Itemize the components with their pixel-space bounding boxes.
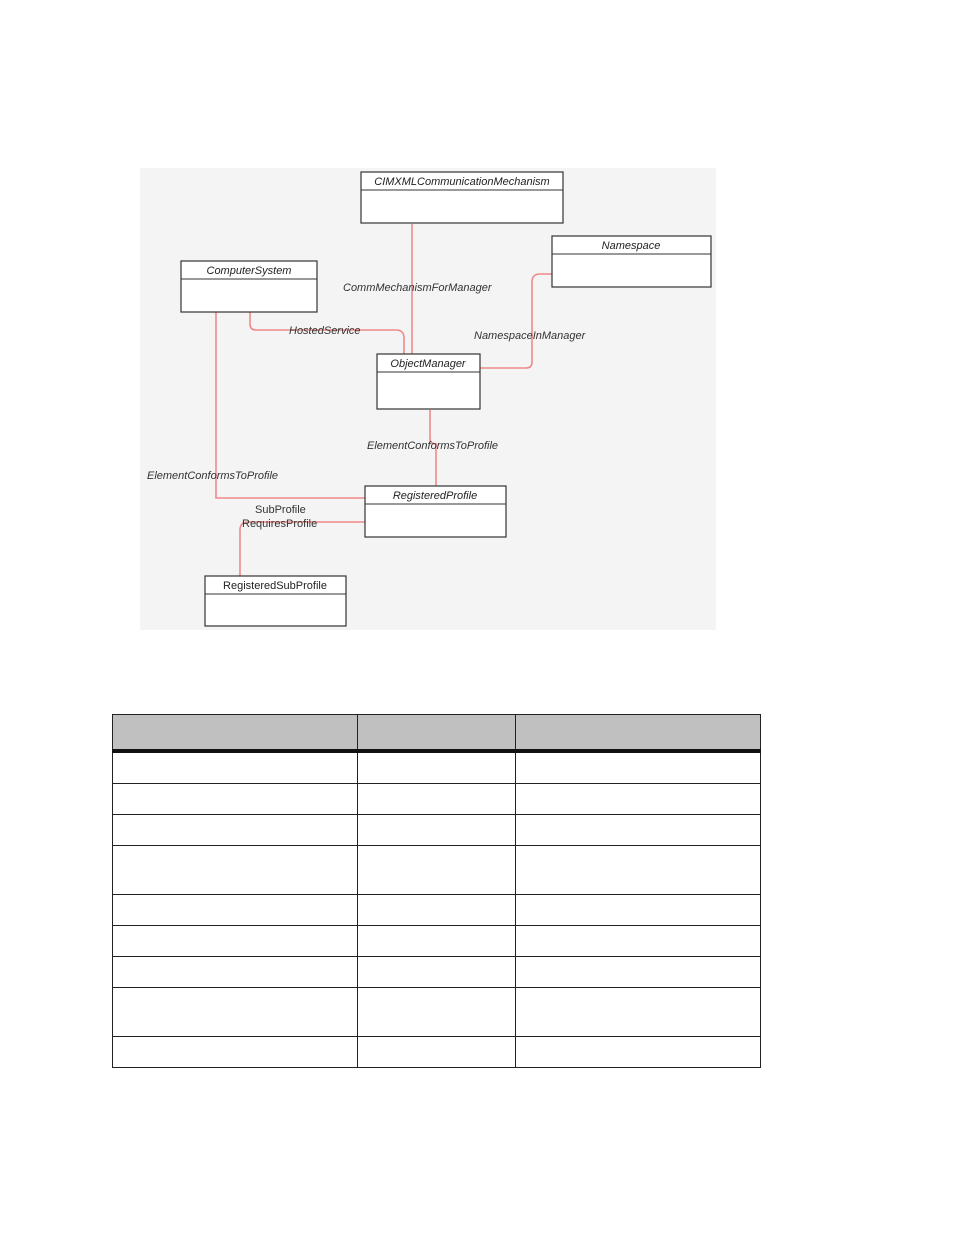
table-cell xyxy=(358,751,516,784)
class-diagram xyxy=(140,168,716,630)
table-cell xyxy=(358,957,516,988)
table-cell xyxy=(516,988,761,1037)
class-box-object-manager xyxy=(377,354,480,409)
table-cell xyxy=(358,815,516,846)
assoc-label-requires-profile: RequiresProfile xyxy=(242,518,318,530)
table-cell xyxy=(516,1037,761,1068)
class-name-namespace: Namespace xyxy=(601,240,661,252)
table-row xyxy=(113,926,761,957)
table-cell xyxy=(113,895,358,926)
assoc-label-element-conforms-cs: ElementConformsToProfile xyxy=(147,470,279,482)
table-cell xyxy=(516,815,761,846)
table-cell xyxy=(516,957,761,988)
class-diagram-svg xyxy=(140,168,716,630)
table-cell xyxy=(113,784,358,815)
class-box-registered-subprofile xyxy=(205,576,346,626)
class-box-computer-system xyxy=(181,261,317,312)
table-cell xyxy=(516,895,761,926)
profile-table xyxy=(112,714,761,1068)
table-cell xyxy=(358,988,516,1037)
table-cell xyxy=(358,1037,516,1068)
table-header-cell xyxy=(516,715,761,752)
table-row xyxy=(113,1037,761,1068)
table-row xyxy=(113,784,761,815)
class-name-registered-profile: RegisteredProfile xyxy=(392,490,478,502)
assoc-label-subprofile: SubProfile xyxy=(255,504,306,516)
table-cell xyxy=(358,784,516,815)
table-row xyxy=(113,815,761,846)
table-cell xyxy=(113,1037,358,1068)
table-row xyxy=(113,846,761,895)
table-cell xyxy=(113,926,358,957)
table-cell xyxy=(358,895,516,926)
table-cell xyxy=(516,846,761,895)
table-row xyxy=(113,751,761,784)
class-name-object-manager: ObjectManager xyxy=(390,358,466,370)
assoc-label-comm-mechanism: CommMechanismForManager xyxy=(343,282,492,294)
class-name-cimxml: CIMXMLCommunicationMechanism xyxy=(374,176,550,188)
assoc-label-namespace-in-manager: NamespaceInManager xyxy=(474,330,586,342)
table-cell xyxy=(516,751,761,784)
table-cell xyxy=(358,846,516,895)
table-cell xyxy=(516,784,761,815)
class-box-cimxml-communication-mechanism xyxy=(361,172,563,223)
table-row xyxy=(113,895,761,926)
table-header-row xyxy=(113,715,761,752)
table-cell xyxy=(113,815,358,846)
class-name-registered-subprofile: RegisteredSubProfile xyxy=(223,580,327,592)
class-name-computer-system: ComputerSystem xyxy=(206,265,292,277)
assoc-label-hosted-service: HostedService xyxy=(289,325,361,337)
class-box-namespace xyxy=(552,236,711,287)
table-cell xyxy=(113,988,358,1037)
class-box-registered-profile xyxy=(365,486,506,537)
table-header-cell xyxy=(113,715,358,752)
table-row xyxy=(113,957,761,988)
table-cell xyxy=(113,957,358,988)
table-header-cell xyxy=(358,715,516,752)
table-cell xyxy=(113,846,358,895)
table-cell xyxy=(358,926,516,957)
table-cell xyxy=(113,751,358,784)
table-cell xyxy=(516,926,761,957)
table-row xyxy=(113,988,761,1037)
assoc-label-element-conforms-om: ElementConformsToProfile xyxy=(367,440,499,452)
